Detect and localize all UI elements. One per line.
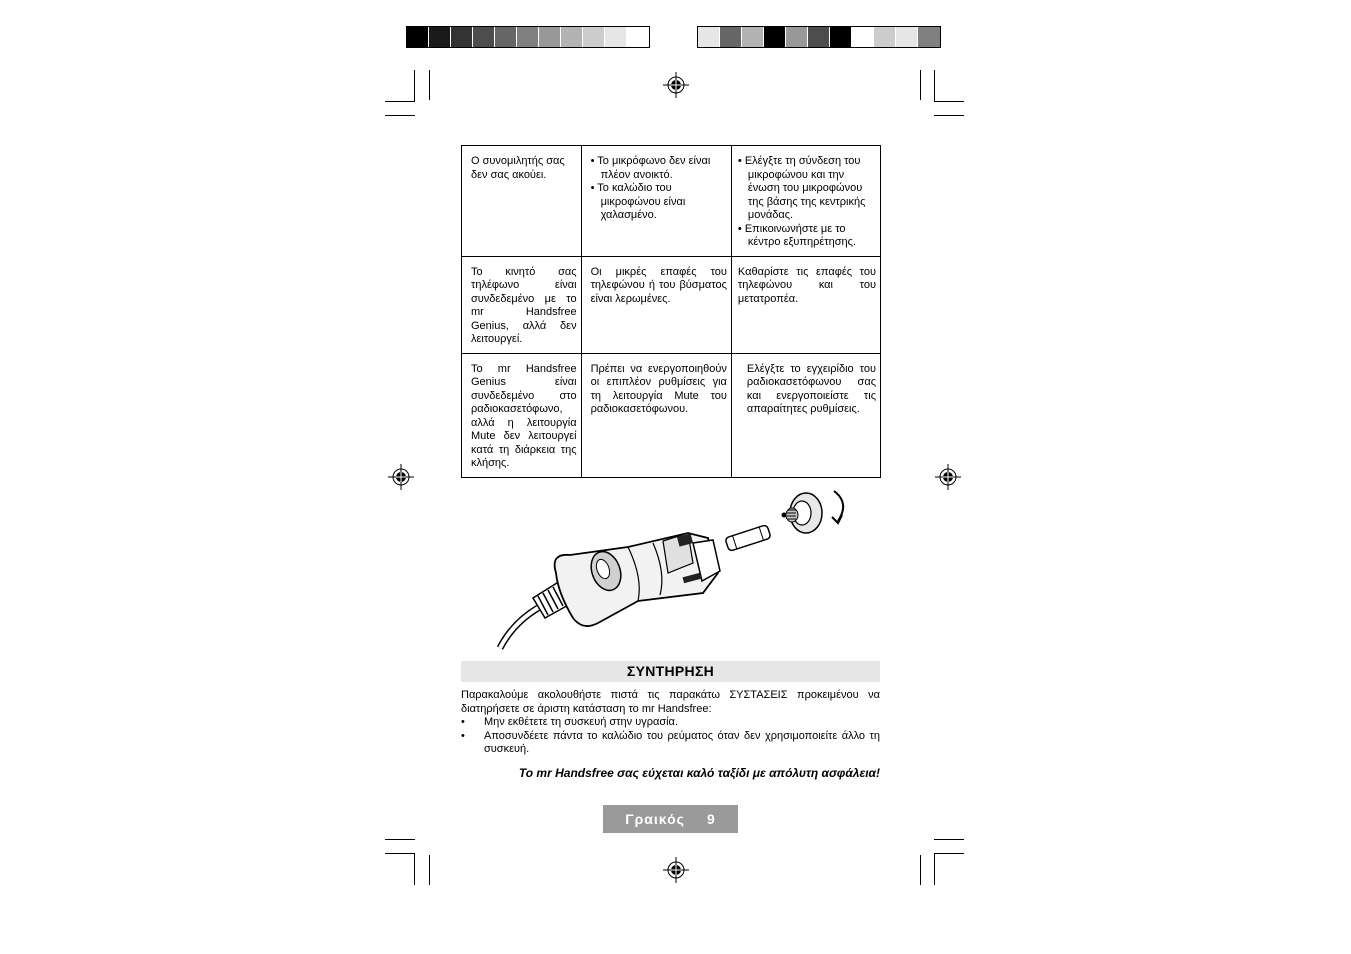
color-swatch xyxy=(830,27,852,47)
problem-cell xyxy=(462,146,582,257)
color-swatch xyxy=(698,27,720,47)
solution-text: Ελέγξτε το εγχειρίδιο του ραδιοκασετόφωνου σας και ενεργοποιείστε τις απαραίτητες ρυθμίσεις. xyxy=(746,362,876,415)
solution-text: Καθαρίστε τις επαφές του τηλεφώνου και του μετατροπέα. xyxy=(737,265,876,305)
color-swatch xyxy=(407,27,429,47)
color-swatch xyxy=(808,27,830,47)
cause-text: Οι μικρές επαφές του τηλεφώνου ή του βύσματος είναι λερωμένες. xyxy=(590,265,727,305)
problem-text: Ο συνομιλητής σας δεν σας ακούει. xyxy=(471,155,565,181)
solution-cell xyxy=(731,146,880,257)
cause-item: • Το καλώδιο του μικροφώνου είναι χαλασμένο. xyxy=(590,182,686,221)
solution-item: • Ελέγξτε τη σύνδεση του μικροφώνου και την ένωση του μικροφώνου της βάσης της κεντρικής μονάδας. xyxy=(737,155,866,221)
color-swatch xyxy=(539,27,561,47)
cause-cell xyxy=(581,353,731,477)
color-swatch xyxy=(786,27,808,47)
cause-cell xyxy=(581,256,731,353)
troubleshooting-table xyxy=(461,145,881,478)
maintenance-heading: ΣΥΝΤΗΡΗΣΗ xyxy=(461,661,880,682)
crop-mark xyxy=(385,115,415,116)
color-swatch xyxy=(495,27,517,47)
color-swatch xyxy=(429,27,451,47)
color-swatch xyxy=(605,27,627,47)
crop-mark xyxy=(385,839,415,840)
list-item: • Μην εκθέτετε τη συσκευή στην υγρασία. xyxy=(461,716,880,730)
crop-mark xyxy=(934,70,935,102)
color-swatch xyxy=(896,27,918,47)
color-swatch xyxy=(918,27,940,47)
maintenance-body xyxy=(461,689,880,757)
color-swatch xyxy=(720,27,742,47)
crop-mark xyxy=(429,70,430,100)
color-swatch xyxy=(517,27,539,47)
solution-item: • Επικοινωνήστε με το κέντρο εξυπηρέτησης. xyxy=(737,222,857,248)
page-number: 9 xyxy=(706,811,716,827)
problem-text: Το κινητό σας τηλέφωνο είναι συνδεδεμένο με το mr Handsfree Genius, αλλά δεν λειτουργεί. xyxy=(471,265,577,345)
crop-mark xyxy=(414,70,415,102)
problem-cell xyxy=(462,256,582,353)
table-row xyxy=(462,146,881,257)
maintenance-list xyxy=(461,716,880,757)
color-bar-left xyxy=(406,26,650,48)
color-swatch xyxy=(852,27,874,47)
color-swatch xyxy=(583,27,605,47)
crop-mark xyxy=(934,853,964,854)
crop-mark xyxy=(429,855,430,885)
crop-mark xyxy=(934,115,964,116)
car-adapter-illustration xyxy=(488,483,868,653)
registration-mark-icon xyxy=(935,464,961,490)
problem-cell xyxy=(462,353,582,477)
maintenance-intro: Παρακαλούμε ακολουθήστε πιστά τις παρακάτω ΣΥΣΤΑΣΕΙΣ προκειμένου να διατηρήσετε σε άριστη κατάσταση το mr Handsfree: xyxy=(461,689,880,715)
color-swatch xyxy=(627,27,649,47)
crop-mark xyxy=(385,853,415,854)
table-row xyxy=(462,256,881,353)
table-row xyxy=(462,353,881,477)
registration-mark-icon xyxy=(663,857,689,883)
cause-item: • Το μικρόφωνο δεν είναι πλέον ανοικτό. xyxy=(590,155,711,181)
color-bar-right xyxy=(697,26,941,48)
color-swatch xyxy=(764,27,786,47)
color-swatch xyxy=(473,27,495,47)
problem-text: Το mr Handsfree Genius είναι συνδεδεμένο στο ραδιοκασετόφωνο, αλλά η λειτουργία Mute δεν λειτουργεί κατά τη διάρκεια της κλήσης. xyxy=(471,362,577,469)
color-swatch xyxy=(742,27,764,47)
cause-cell xyxy=(581,146,731,257)
crop-mark xyxy=(385,101,415,102)
color-swatch xyxy=(874,27,896,47)
list-item: • Αποσυνδέετε πάντα το καλώδιο του ρεύματος όταν δεν χρησιμοποιείτε άλλο τη συσκευή. xyxy=(461,730,880,757)
crop-mark xyxy=(934,853,935,885)
crop-mark xyxy=(934,101,964,102)
cause-text: Πρέπει να ενεργοποιηθούν οι επιπλέον ρυθμίσεις για τη λειτουργία Mute του ραδιοκασετόφωνου. xyxy=(590,362,727,415)
language-label: Γραικός xyxy=(625,811,685,827)
crop-mark xyxy=(920,70,921,100)
registration-mark-icon xyxy=(663,72,689,98)
crop-mark xyxy=(920,855,921,885)
crop-mark xyxy=(934,839,964,840)
language-tab xyxy=(603,805,738,833)
solution-cell xyxy=(731,256,880,353)
solution-cell xyxy=(731,353,880,477)
color-swatch xyxy=(561,27,583,47)
closing-statement: Το mr Handsfree σας εύχεται καλό ταξίδι με απόλυτη ασφάλεια! xyxy=(518,766,880,780)
color-swatch xyxy=(451,27,473,47)
registration-mark-icon xyxy=(388,464,414,490)
crop-mark xyxy=(414,853,415,885)
